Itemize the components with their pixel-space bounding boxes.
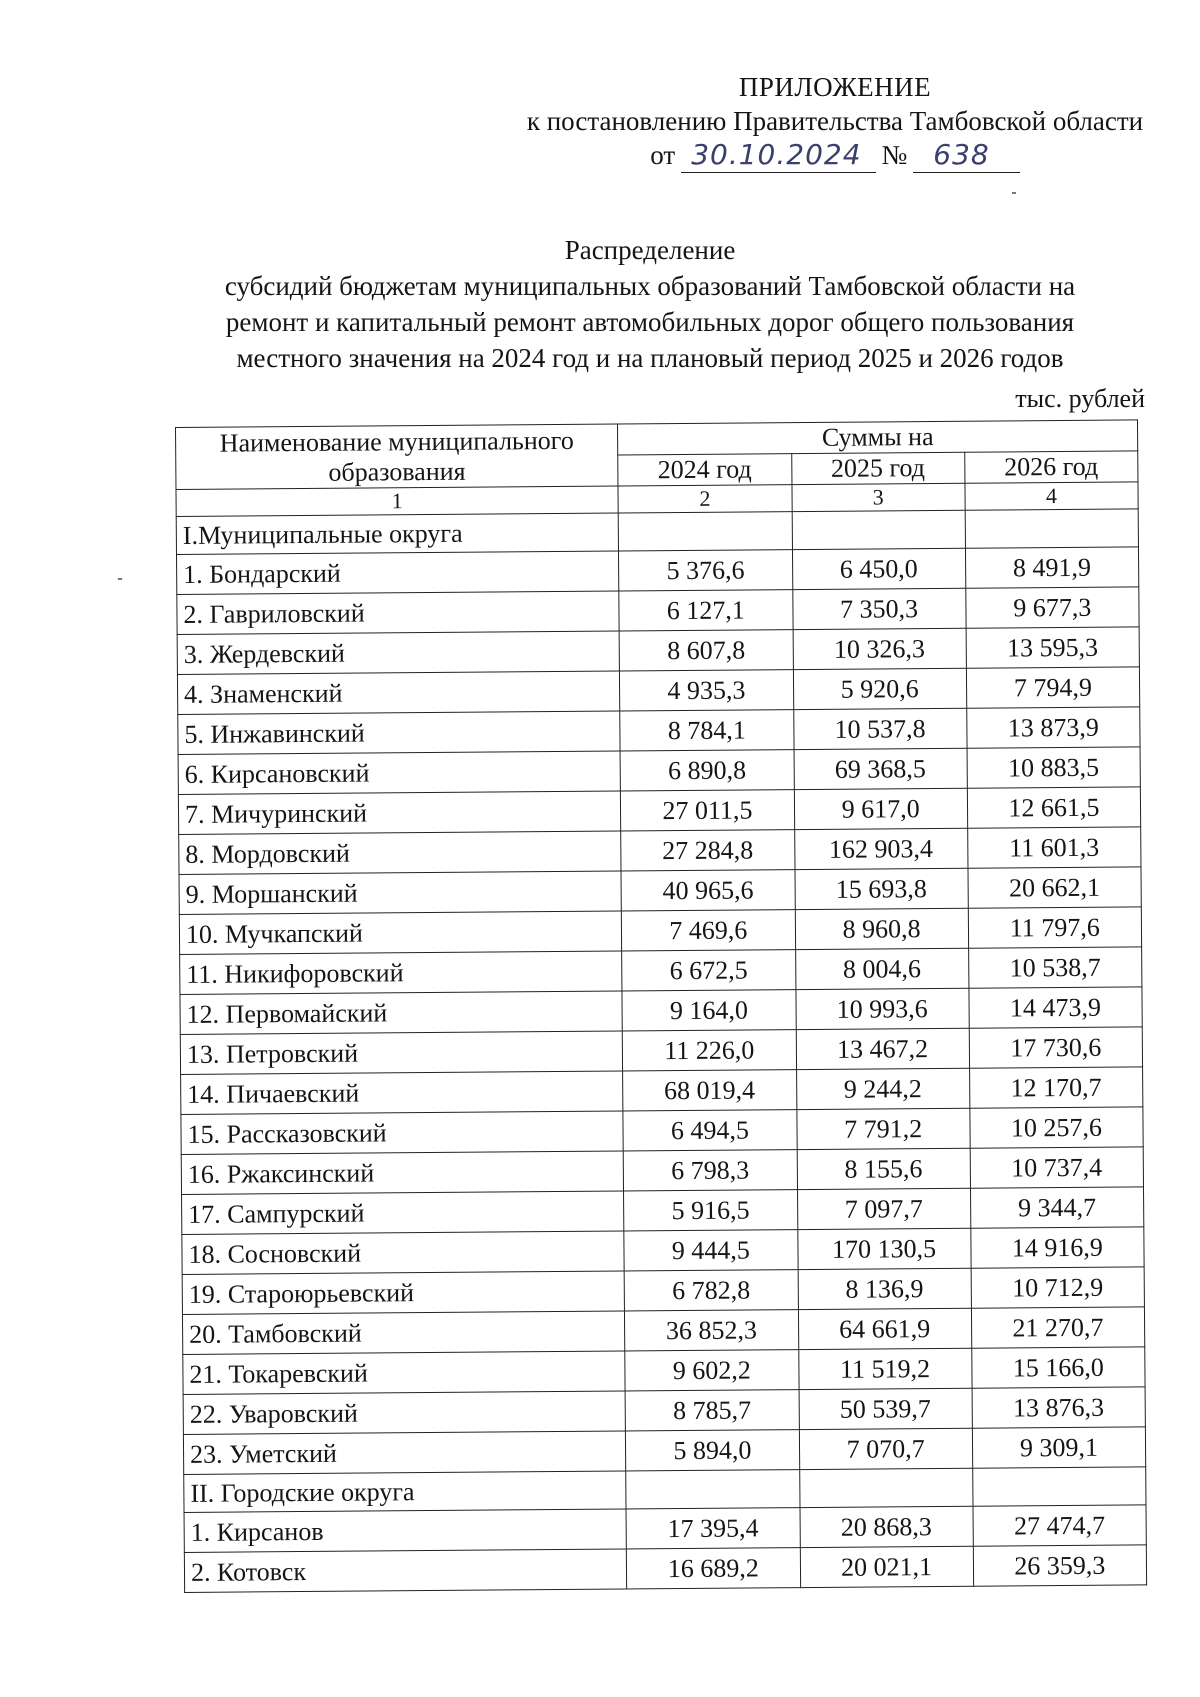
value-2026: 10 737,4 — [970, 1147, 1144, 1188]
value-2026: 9 344,7 — [970, 1187, 1144, 1228]
value-2024: 68 019,4 — [623, 1070, 797, 1111]
header-year-2025: 2025 год — [791, 452, 964, 484]
column-number: 2 — [618, 485, 791, 513]
value-2024: 9 164,0 — [622, 990, 796, 1031]
value-2025: 8 136,9 — [798, 1268, 972, 1309]
heading-line-3: ремонт и капитальный ремонт автомобильных дорог общего пользования — [225, 307, 1075, 337]
value-2024: 7 469,6 — [622, 910, 796, 951]
appendix-date-line — [650, 138, 1020, 173]
value-2024: 9 444,5 — [624, 1230, 798, 1271]
district-name: 7. Мичуринский — [178, 791, 621, 834]
value-2025: 7 097,7 — [797, 1188, 971, 1229]
subsidy-table — [175, 419, 1147, 1593]
column-number: 3 — [791, 483, 964, 511]
district-name: 2. Котовск — [184, 1549, 627, 1592]
district-name: 11. Никифоровский — [180, 951, 623, 994]
value-2025: 13 467,2 — [796, 1028, 970, 1069]
district-name: 6. Кирсановский — [178, 751, 621, 794]
value-2025: 11 519,2 — [798, 1348, 972, 1389]
value-2026: 7 794,9 — [966, 667, 1140, 708]
value-2024: 8 784,1 — [620, 710, 794, 751]
value-2025: 8 960,8 — [795, 908, 969, 949]
section-title-municipal-districts: I.Муниципальные округа — [176, 513, 619, 554]
value-2024: 5 376,6 — [619, 550, 793, 591]
district-name: 12. Первомайский — [180, 991, 623, 1034]
value-2024: 6 127,1 — [619, 590, 793, 631]
value-2025: 8 004,6 — [795, 948, 969, 989]
value-2025: 20 021,1 — [800, 1546, 974, 1587]
value-2025: 20 868,3 — [800, 1506, 974, 1547]
value-2026: 26 359,3 — [973, 1545, 1147, 1586]
units-label: тыс. рублей — [1015, 384, 1145, 413]
value-2026: 13 876,3 — [972, 1387, 1146, 1428]
value-2024: 4 935,3 — [620, 670, 794, 711]
value-2026: 8 491,9 — [965, 547, 1139, 588]
value-2025: 6 450,0 — [792, 548, 966, 589]
value-2026: 27 474,7 — [973, 1505, 1147, 1546]
value-2024: 6 672,5 — [622, 950, 796, 991]
district-name: 1. Кирсанов — [184, 1509, 627, 1552]
value-2024: 6 890,8 — [620, 750, 794, 791]
value-2025: 10 326,3 — [793, 628, 967, 669]
value-2026: 20 662,1 — [968, 867, 1142, 908]
value-2025: 9 617,0 — [794, 788, 968, 829]
district-name: 20. Тамбовский — [182, 1311, 625, 1354]
value-2026: 11 797,6 — [968, 907, 1142, 948]
section-title-city-districts: II. Городские округа — [184, 1471, 627, 1512]
column-number: 4 — [965, 482, 1138, 510]
value-2024: 40 965,6 — [621, 870, 795, 911]
heading-line-1: Распределение — [564, 235, 736, 265]
value-2024: 8 607,8 — [619, 630, 793, 671]
district-name: 19. Староюрьевский — [182, 1271, 625, 1314]
value-2025: 7 350,3 — [792, 588, 966, 629]
header-year-2026: 2026 год — [964, 451, 1138, 483]
from-label: от — [650, 140, 676, 170]
value-2025: 15 693,8 — [794, 868, 968, 909]
value-2026: 9 677,3 — [966, 587, 1140, 628]
value-2026: 14 473,9 — [969, 987, 1143, 1028]
value-2024: 5 894,0 — [626, 1430, 800, 1471]
value-2026: 11 601,3 — [967, 827, 1141, 868]
value-2024: 9 602,2 — [625, 1350, 799, 1391]
value-2024: 6 798,3 — [623, 1150, 797, 1191]
district-name: 4. Знаменский — [177, 671, 620, 714]
district-name: 5. Инжавинский — [178, 711, 621, 754]
district-name: 17. Сампурский — [182, 1191, 625, 1234]
heading-line-2: субсидий бюджетам муниципальных образований Тамбовской области на — [224, 271, 1076, 301]
value-2026: 15 166,0 — [971, 1347, 1145, 1388]
value-2024: 11 226,0 — [623, 1030, 797, 1071]
value-2024: 6 494,5 — [623, 1110, 797, 1151]
header-sums: Суммы на — [618, 420, 1138, 455]
value-2024: 16 689,2 — [627, 1548, 801, 1589]
value-2025: 9 244,2 — [796, 1068, 970, 1109]
value-2026: 14 916,9 — [971, 1227, 1145, 1268]
district-name: 15. Рассказовский — [181, 1111, 624, 1154]
value-2024: 8 785,7 — [625, 1390, 799, 1431]
header-year-2024: 2024 год — [618, 454, 791, 486]
column-number: 1 — [176, 486, 618, 516]
handwritten-date: 30.10.2024 — [681, 138, 875, 173]
value-2025: 8 155,6 — [797, 1148, 971, 1189]
district-name: 13. Петровский — [180, 1031, 623, 1074]
value-2026: 12 661,5 — [967, 787, 1141, 828]
table-body — [176, 509, 1146, 1593]
value-2025: 64 661,9 — [798, 1308, 972, 1349]
value-2025: 7 070,7 — [799, 1428, 973, 1469]
appendix-subtitle: к постановлению Правительства Тамбовской области — [526, 106, 1144, 136]
value-2024: 6 782,8 — [624, 1270, 798, 1311]
appendix-block — [480, 70, 1190, 173]
district-name: 23. Уметский — [183, 1431, 626, 1474]
value-2024: 5 916,5 — [624, 1190, 798, 1231]
value-2026: 21 270,7 — [971, 1307, 1145, 1348]
value-2025: 50 539,7 — [799, 1388, 973, 1429]
district-name: 14. Пичаевский — [181, 1071, 624, 1114]
heading-line-4: местного значения на 2024 год и на плановый период 2025 и 2026 годов — [236, 343, 1064, 373]
district-name: 1. Бондарский — [177, 551, 620, 594]
scan-speck — [118, 578, 122, 580]
value-2025: 10 993,6 — [795, 988, 969, 1029]
value-2025: 170 130,5 — [797, 1228, 971, 1269]
value-2026: 12 170,7 — [969, 1067, 1143, 1108]
district-name: 21. Токаревский — [183, 1351, 626, 1394]
table-row — [184, 1545, 1146, 1593]
handwritten-number: 638 — [913, 138, 1019, 173]
value-2025: 7 791,2 — [796, 1108, 970, 1149]
value-2026: 13 873,9 — [966, 707, 1140, 748]
district-name: 10. Мучкапский — [179, 911, 622, 954]
district-name: 9. Моршанский — [179, 871, 622, 914]
value-2026: 10 538,7 — [968, 947, 1142, 988]
value-2026: 10 257,6 — [970, 1107, 1144, 1148]
district-name: 16. Ржаксинский — [181, 1151, 624, 1194]
value-2024: 36 852,3 — [625, 1310, 799, 1351]
appendix-title: ПРИЛОЖЕНИЕ — [738, 72, 932, 102]
number-label: № — [881, 140, 908, 170]
document-heading — [200, 232, 1100, 376]
value-2025: 69 368,5 — [794, 748, 968, 789]
district-name: 22. Уваровский — [183, 1391, 626, 1434]
value-2025: 162 903,4 — [794, 828, 968, 869]
value-2025: 5 920,6 — [793, 668, 967, 709]
value-2025: 10 537,8 — [793, 708, 967, 749]
value-2026: 10 712,9 — [971, 1267, 1145, 1308]
value-2024: 17 395,4 — [626, 1508, 800, 1549]
scan-speck — [1012, 192, 1016, 194]
district-name: 2. Гавриловский — [177, 591, 620, 634]
district-name: 8. Мордовский — [179, 831, 622, 874]
header-name: Наименование муниципального образования — [176, 424, 619, 489]
value-2026: 13 595,3 — [966, 627, 1140, 668]
value-2026: 9 309,1 — [972, 1427, 1146, 1468]
value-2024: 27 284,8 — [621, 830, 795, 871]
value-2024: 27 011,5 — [621, 790, 795, 831]
value-2026: 10 883,5 — [967, 747, 1141, 788]
value-2026: 17 730,6 — [969, 1027, 1143, 1068]
district-name: 3. Жердевский — [177, 631, 620, 674]
district-name: 18. Сосновский — [182, 1231, 625, 1274]
